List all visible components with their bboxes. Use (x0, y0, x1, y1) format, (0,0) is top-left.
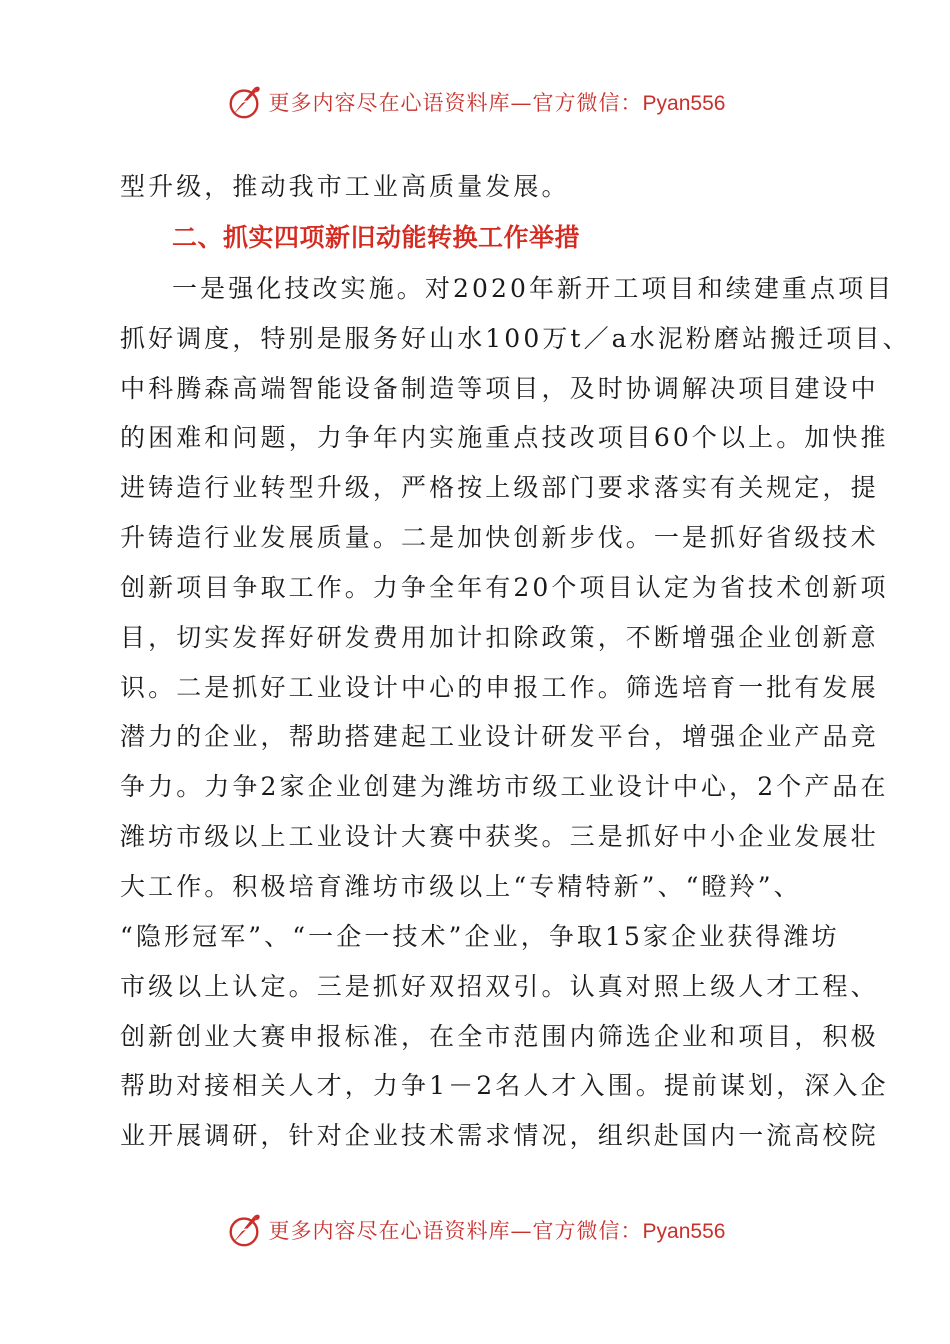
paragraph-line: 潍坊市级以上工业设计大赛中获奖。三是抓好中小企业发展壮 (120, 822, 879, 852)
header-banner (0, 82, 950, 122)
paragraph-line: 业开展调研，针对企业技术需求情况，组织赴国内一流高校院 (120, 1121, 879, 1151)
paragraph-line: 创新项目争取工作。力争全年有20个项目认定为省技术创新项 (120, 572, 889, 602)
paragraph-line: 创新创业大赛申报标准，在全市范围内筛选企业和项目，积极 (120, 1021, 879, 1051)
document-body (120, 162, 911, 1161)
footer-banner-text (269, 1215, 726, 1245)
footer-banner-label: 更多内容尽在心语资料库—官方微信： (268, 1219, 643, 1243)
quill-pen-logo-icon (225, 1211, 263, 1249)
paragraph-line: 帮助对接相关人才，力争1－2名人才入围。提前谋划，深入企 (120, 1071, 889, 1101)
quill-pen-logo-icon (225, 83, 263, 121)
paragraph-line: 的困难和问题，力争年内实施重点技改项目60个以上。加快推 (120, 423, 889, 453)
footer-banner (0, 1210, 950, 1250)
section-heading: 二、抓实四项新旧动能转换工作举措 (172, 222, 581, 252)
paragraph-line: 潜力的企业，帮助搭建起工业设计研发平台，增强企业产品竞 (120, 722, 879, 752)
paragraph-line: 大工作。积极培育潍坊市级以上“专精特新”、“瞪羚”、 (120, 871, 802, 901)
header-wechat-id: Pyan556 (642, 92, 726, 115)
footer-wechat-id: Pyan556 (642, 1220, 726, 1243)
paragraph-line: 识。二是抓好工业设计中心的申报工作。筛选培育一批有发展 (120, 672, 879, 702)
lead-line: 型升级，推动我市工业高质量发展。 (120, 172, 570, 201)
paragraph-line: 中科腾森高端智能设备制造等项目，及时协调解决项目建设中 (120, 373, 879, 403)
paragraph-line: 目，切实发挥好研发费用加计扣除政策，不断增强企业创新意 (120, 622, 879, 652)
paragraph-line: 升铸造行业发展质量。二是加快创新步伐。一是抓好省级技术 (120, 523, 879, 553)
paragraph-line: 争力。力争2家企业创建为潍坊市级工业设计中心，2个产品在 (120, 772, 889, 802)
paragraph-line: 进铸造行业转型升级，严格按上级部门要求落实有关规定，提 (120, 473, 879, 503)
paragraph-line: 抓好调度，特别是服务好山水100万t／a水泥粉磨站搬迁项目、 (120, 323, 911, 353)
paragraph-line: 一是强化技改实施。对2020年新开工项目和续建重点项目 (172, 273, 895, 303)
header-banner-label: 更多内容尽在心语资料库—官方微信： (268, 91, 643, 115)
paragraph-line: 市级以上认定。三是抓好双招双引。认真对照上级人才工程、 (120, 971, 879, 1001)
header-banner-text (269, 87, 726, 117)
paragraph-line: “隐形冠军”、“一企一技术”企业，争取15家企业获得潍坊 (120, 921, 840, 951)
